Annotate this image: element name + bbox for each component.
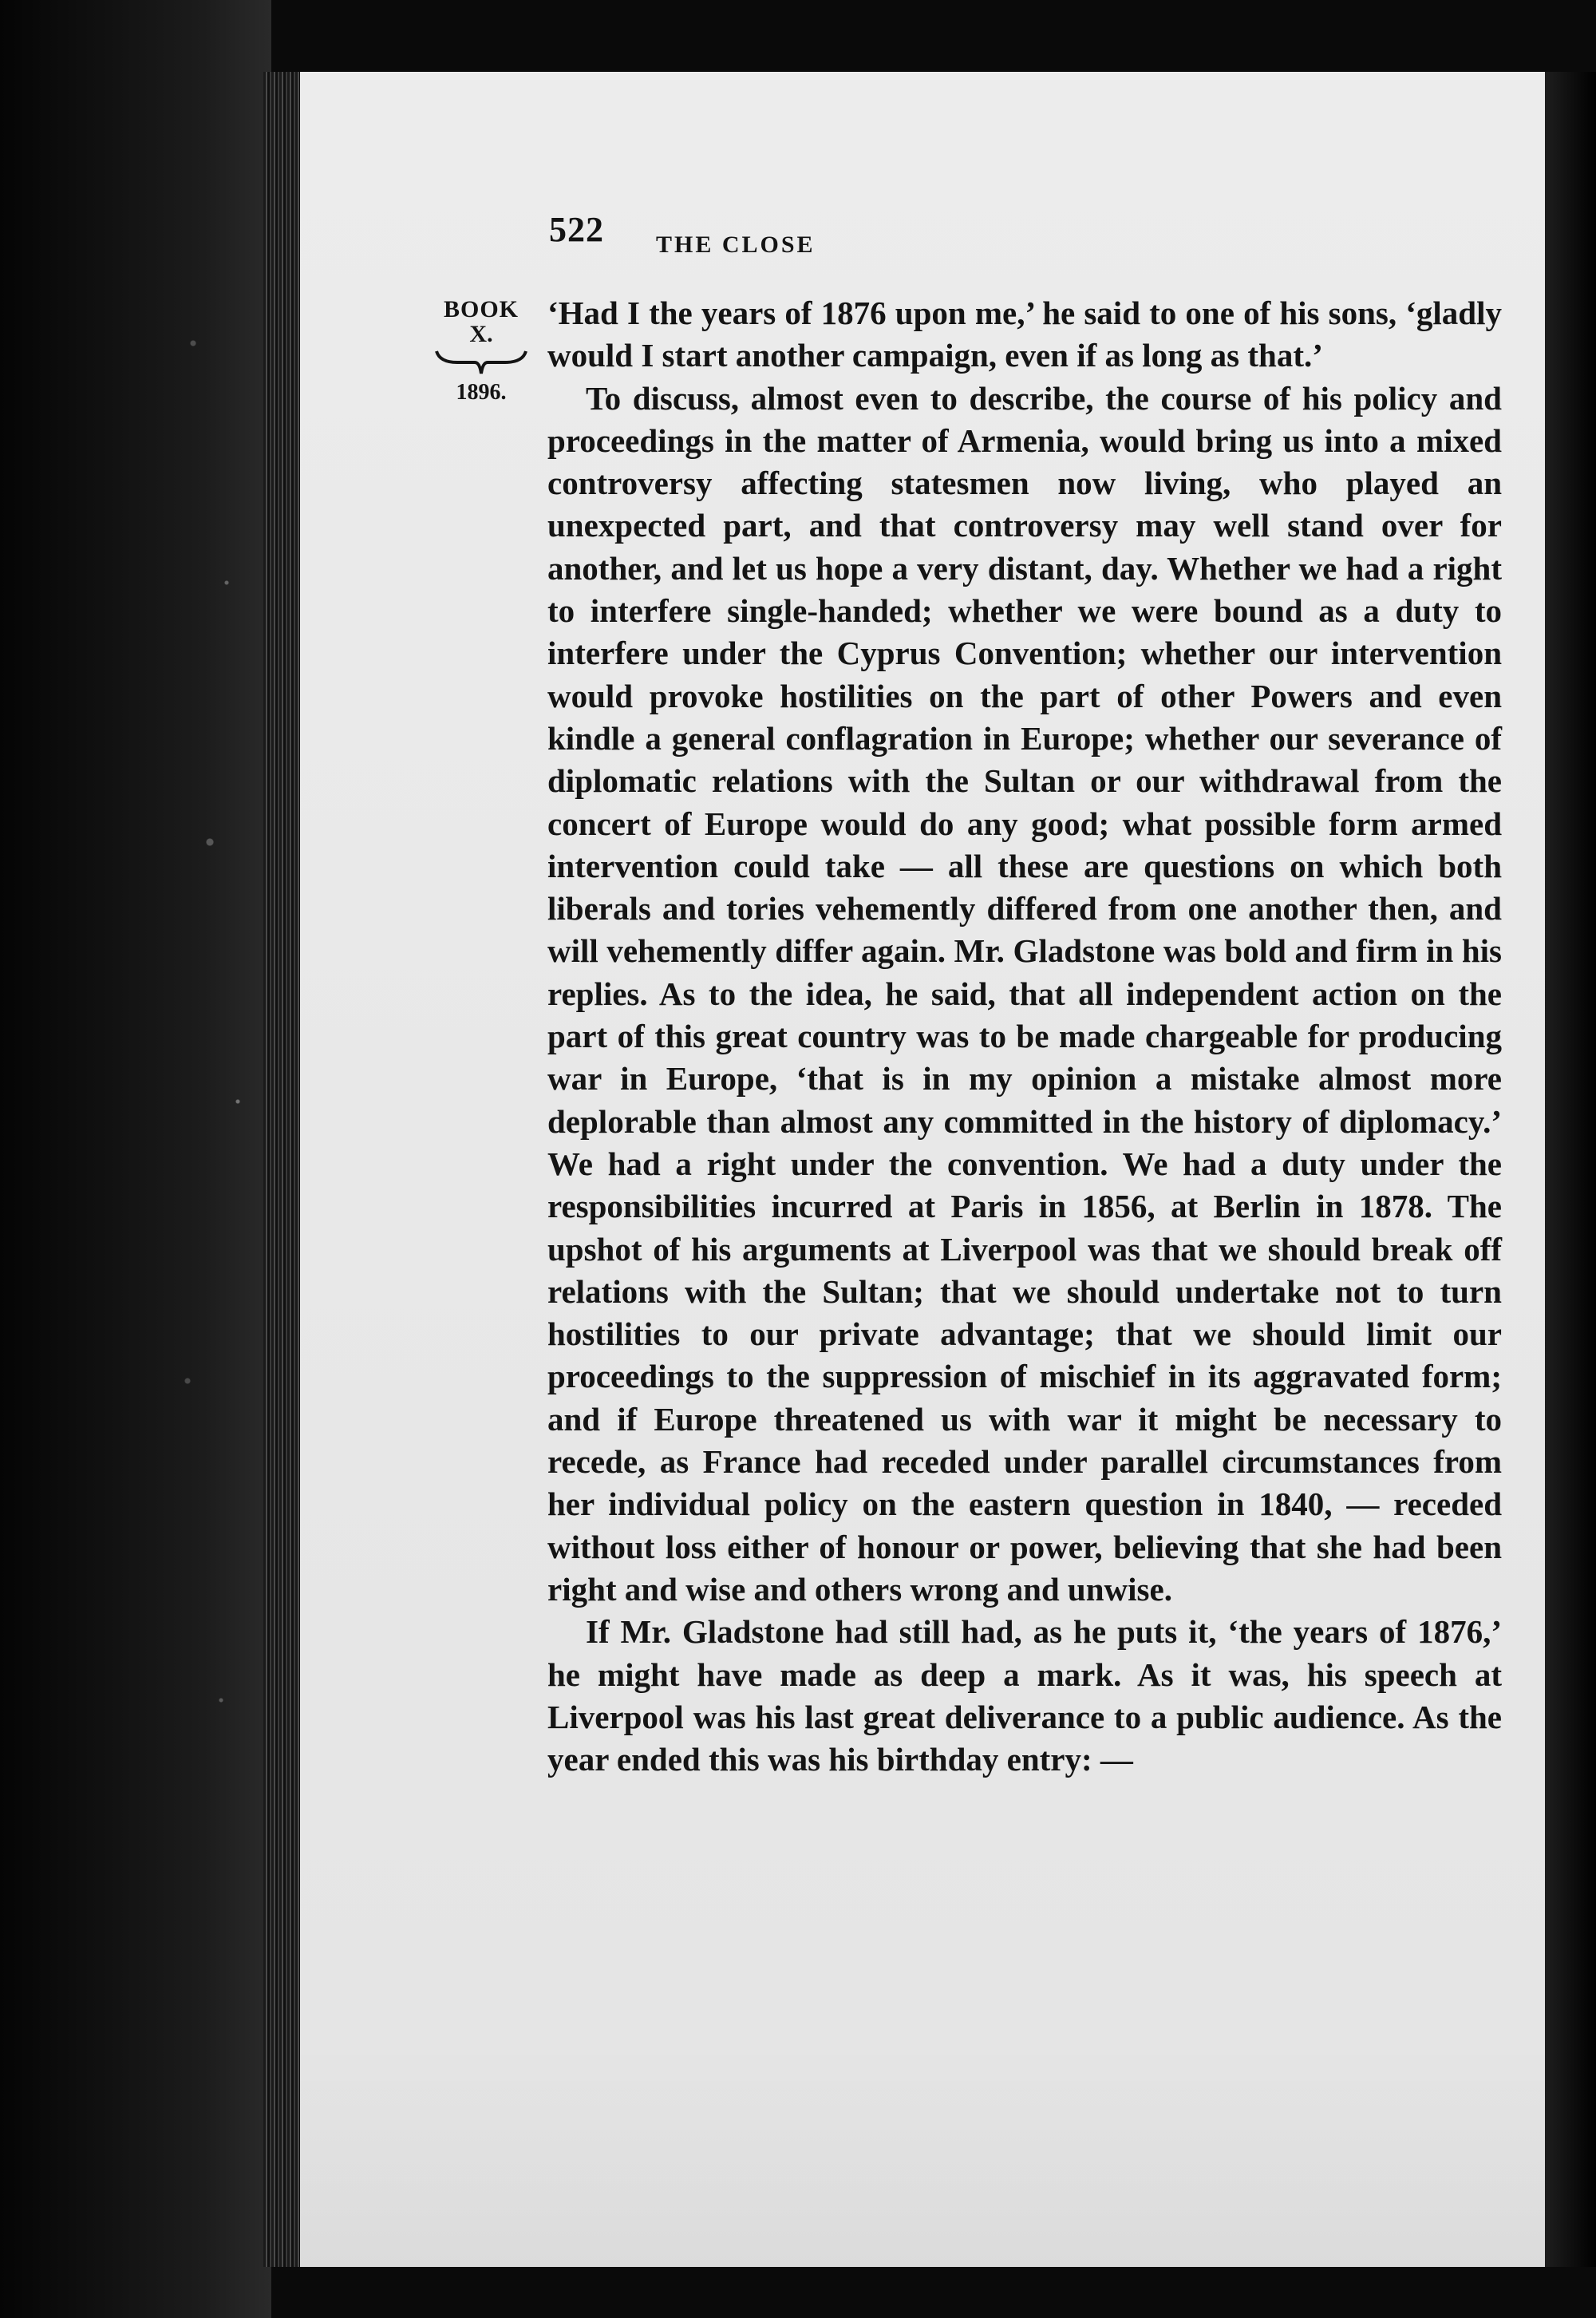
body-text	[547, 292, 1502, 1781]
page-bottom-shade	[300, 2043, 1545, 2267]
running-title: THE CLOSE	[656, 231, 816, 258]
marginal-year: 1896.	[456, 380, 507, 405]
scan-margin-noise	[160, 144, 271, 2139]
scan-right-edge	[1545, 72, 1596, 2267]
paragraph-last-speech: If Mr. Gladstone had still had, as he puts it, ‘the years of 1876,’ he might have made as deep a mark. As it was, his speech at Liverpool was his last great deliverance to a public audience. As the year ended this was his birthday entry: —	[547, 1613, 1502, 1778]
marginal-book-label: BOOK	[443, 296, 519, 322]
marginal-note	[421, 297, 541, 405]
book-spine-gutter	[263, 72, 300, 2267]
paragraph-armenia: To discuss, almost even to describe, the course of his policy and proceedings in the matter of Armenia, would bring us into a mixed controversy affecting statesmen now living, who played an unexpected part, and that controversy may well stand over for another, and let us hope a very distant, day. Whether we had a right to interfere single-handed; whether we were bound as a duty to interfere under the Cyprus Convention; whether our intervention would provoke hostilities on the part of other Powers and even kindle a general conflagration in Europe; whether our severance of diplomatic relations with the Sultan or our withdrawal from the concert of Europe would do any good; what possible form armed intervention could take — all these are questions on which both liberals and tories vehemently differed from one another then, and will vehemently differ again. Mr. Gladstone was bold and firm in his replies. As to the idea, he said, that all independent action on the part of this great country was to be made chargeable for producing war in Europe, ‘that is in my opinion a mistake almost more deplorable than almost any committed in the history of diplomacy.’ We had a right under the convention. We had a duty under the responsibilities incurred at Paris in 1856, at Berlin in 1878. The upshot of his arguments at Liverpool was that we should break off relations with the Sultan; that we should undertake not to turn hostilities to our private advantage; that we should limit our proceedings to the suppression of mischief in its aggravated form; and if Europe threatened us with war it might be necessary to recede, as France had receded under parallel circumstances from her individual policy on the eastern question in 1840, — receded without loss either of honour or power, believing that she had been right and wise and others wrong and unwise.	[547, 379, 1502, 1608]
marginal-brace-icon	[433, 348, 529, 377]
paragraph-quote: ‘Had I the years of 1876 upon me,’ he said to one of his sons, ‘gladly would I start another campaign, even if as long as that.’	[547, 295, 1502, 374]
marginal-book-number: X.	[469, 321, 493, 347]
page-number: 522	[549, 210, 604, 249]
